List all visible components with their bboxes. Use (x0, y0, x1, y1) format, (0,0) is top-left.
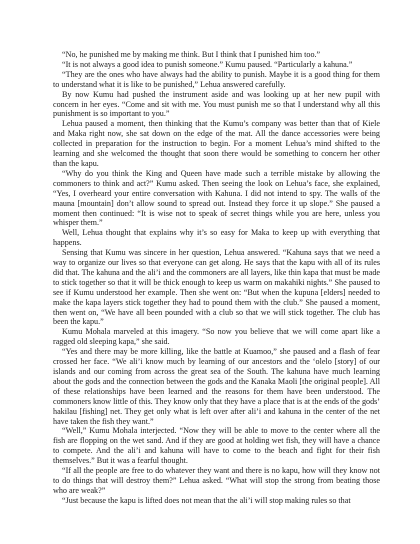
paragraph-11: “Well,” Kumu Mohala interjected. “Now they will be able to move to the center where all the fish are flopping on the wet sand. And if they are good at holding wet fish, they will have a chance to compete. And the ali’i and kahuna will have to come to the beach and fight for their fish themselves.” But it was a fearful thought. (53, 426, 380, 466)
book-page (53, 50, 380, 506)
paragraph-7: Well, Lehua thought that explains why it’s so easy for Maka to keep up with everything that happens. (53, 228, 380, 248)
paragraph-13: “Just because the kapu is lifted does not mean that the ali’i will stop making rules so that (62, 495, 351, 505)
paragraph-4: By now Kumu had pushed the instrument aside and was looking up at her new pupil with concern in her eyes. “Come and sit with me. You must punish me so that I understand why all this punishment is so important to you.” (53, 89, 380, 119)
paragraph-8: Sensing that Kumu was sincere in her question, Lehua answered. “Kahuna says that we need a way to organize our lives so that everyone can get along. He says that the kapu with all of its rules did that. The kahuna and the ali’i and the commoners are all layers, like thin kapa that must be made to stick together so that it will be thick enough to keep us warm on makahiki nights.” She paused to see if Kumu understood her example. Then she went on: “But when the kupuna [elders] needed to make the kapa layers stick together they had to pound them with the club.” She paused a moment, then went on, “We have all been pounded with a club so that we will stick together. The club has been the kapu.” (53, 248, 380, 327)
paragraph-6: “Why do you think the King and Queen have made such a terrible mistake by allowing the commoners to think and act?” Kumu asked. Then seeing the look on Lehua’s face, she explained, “Yes, I overheard your entire conversation with Kahuna. I did not intend to spy. The walls of the mauna [mountain] don’t allow sound to spread out. Instead they force it up slope.” She paused a moment then continued: “It is wise not to speak of secret things while you are here, unless you whisper them.” (53, 168, 380, 228)
paragraph-3: “They are the ones who have always had the ability to punish. Maybe it is a good thing for them to understand what it is like to be punished,” Lehua answered carefully. (53, 69, 380, 89)
paragraph-12: “If all the people are free to do whatever they want and there is no kapu, how will they know not to do things that will destroy them?” Lehua asked. “What will stop the strong from beating those who are weak?” (53, 466, 380, 495)
paragraph-9: Kumu Mohala marveled at this imagery. “So now you believe that we will come apart like a ragged old sleeping kapa,” she said. (53, 327, 380, 347)
paragraph-1: “No, he punished me by making me think. But I think that I punished him too.” (62, 50, 321, 59)
paragraph-10: “Yes and there may be more killing, like the battle at Kuamoo,” she paused and a flash of fear crossed her face. “We ali’i know much by learning of our ancestors and the ‘olelo [story] of our islands and our coming from across the great sea of the South. The kahuna have much learning about the gods and the connection between the gods and the Kanaka Maoli [the original people]. All of these relationships have been learned and the reasons for them have been understood. The commoners know little of this. They know only that they have a place that is at the ends of the gods’ hakilau [fishing] net. They get only what is left over after ali’i and kahuna in the center of the net have taken the fish they want.” (53, 347, 380, 426)
paragraph-5: Lehua paused a moment, then thinking that the Kumu’s company was better than that of Kiele and Maka right now, she sat down on the edge of the mat. All the dance accessories were being collected in preparation for the instruction to begin. For a moment Lehua’s mind shifted to the learning and she welcomed the thought that soon there would be something to concern her other than the kapu. (53, 119, 380, 168)
paragraph-2: “It is not always a good idea to punish someone.” Kumu paused. “Particularly a kahuna.” (62, 59, 353, 69)
